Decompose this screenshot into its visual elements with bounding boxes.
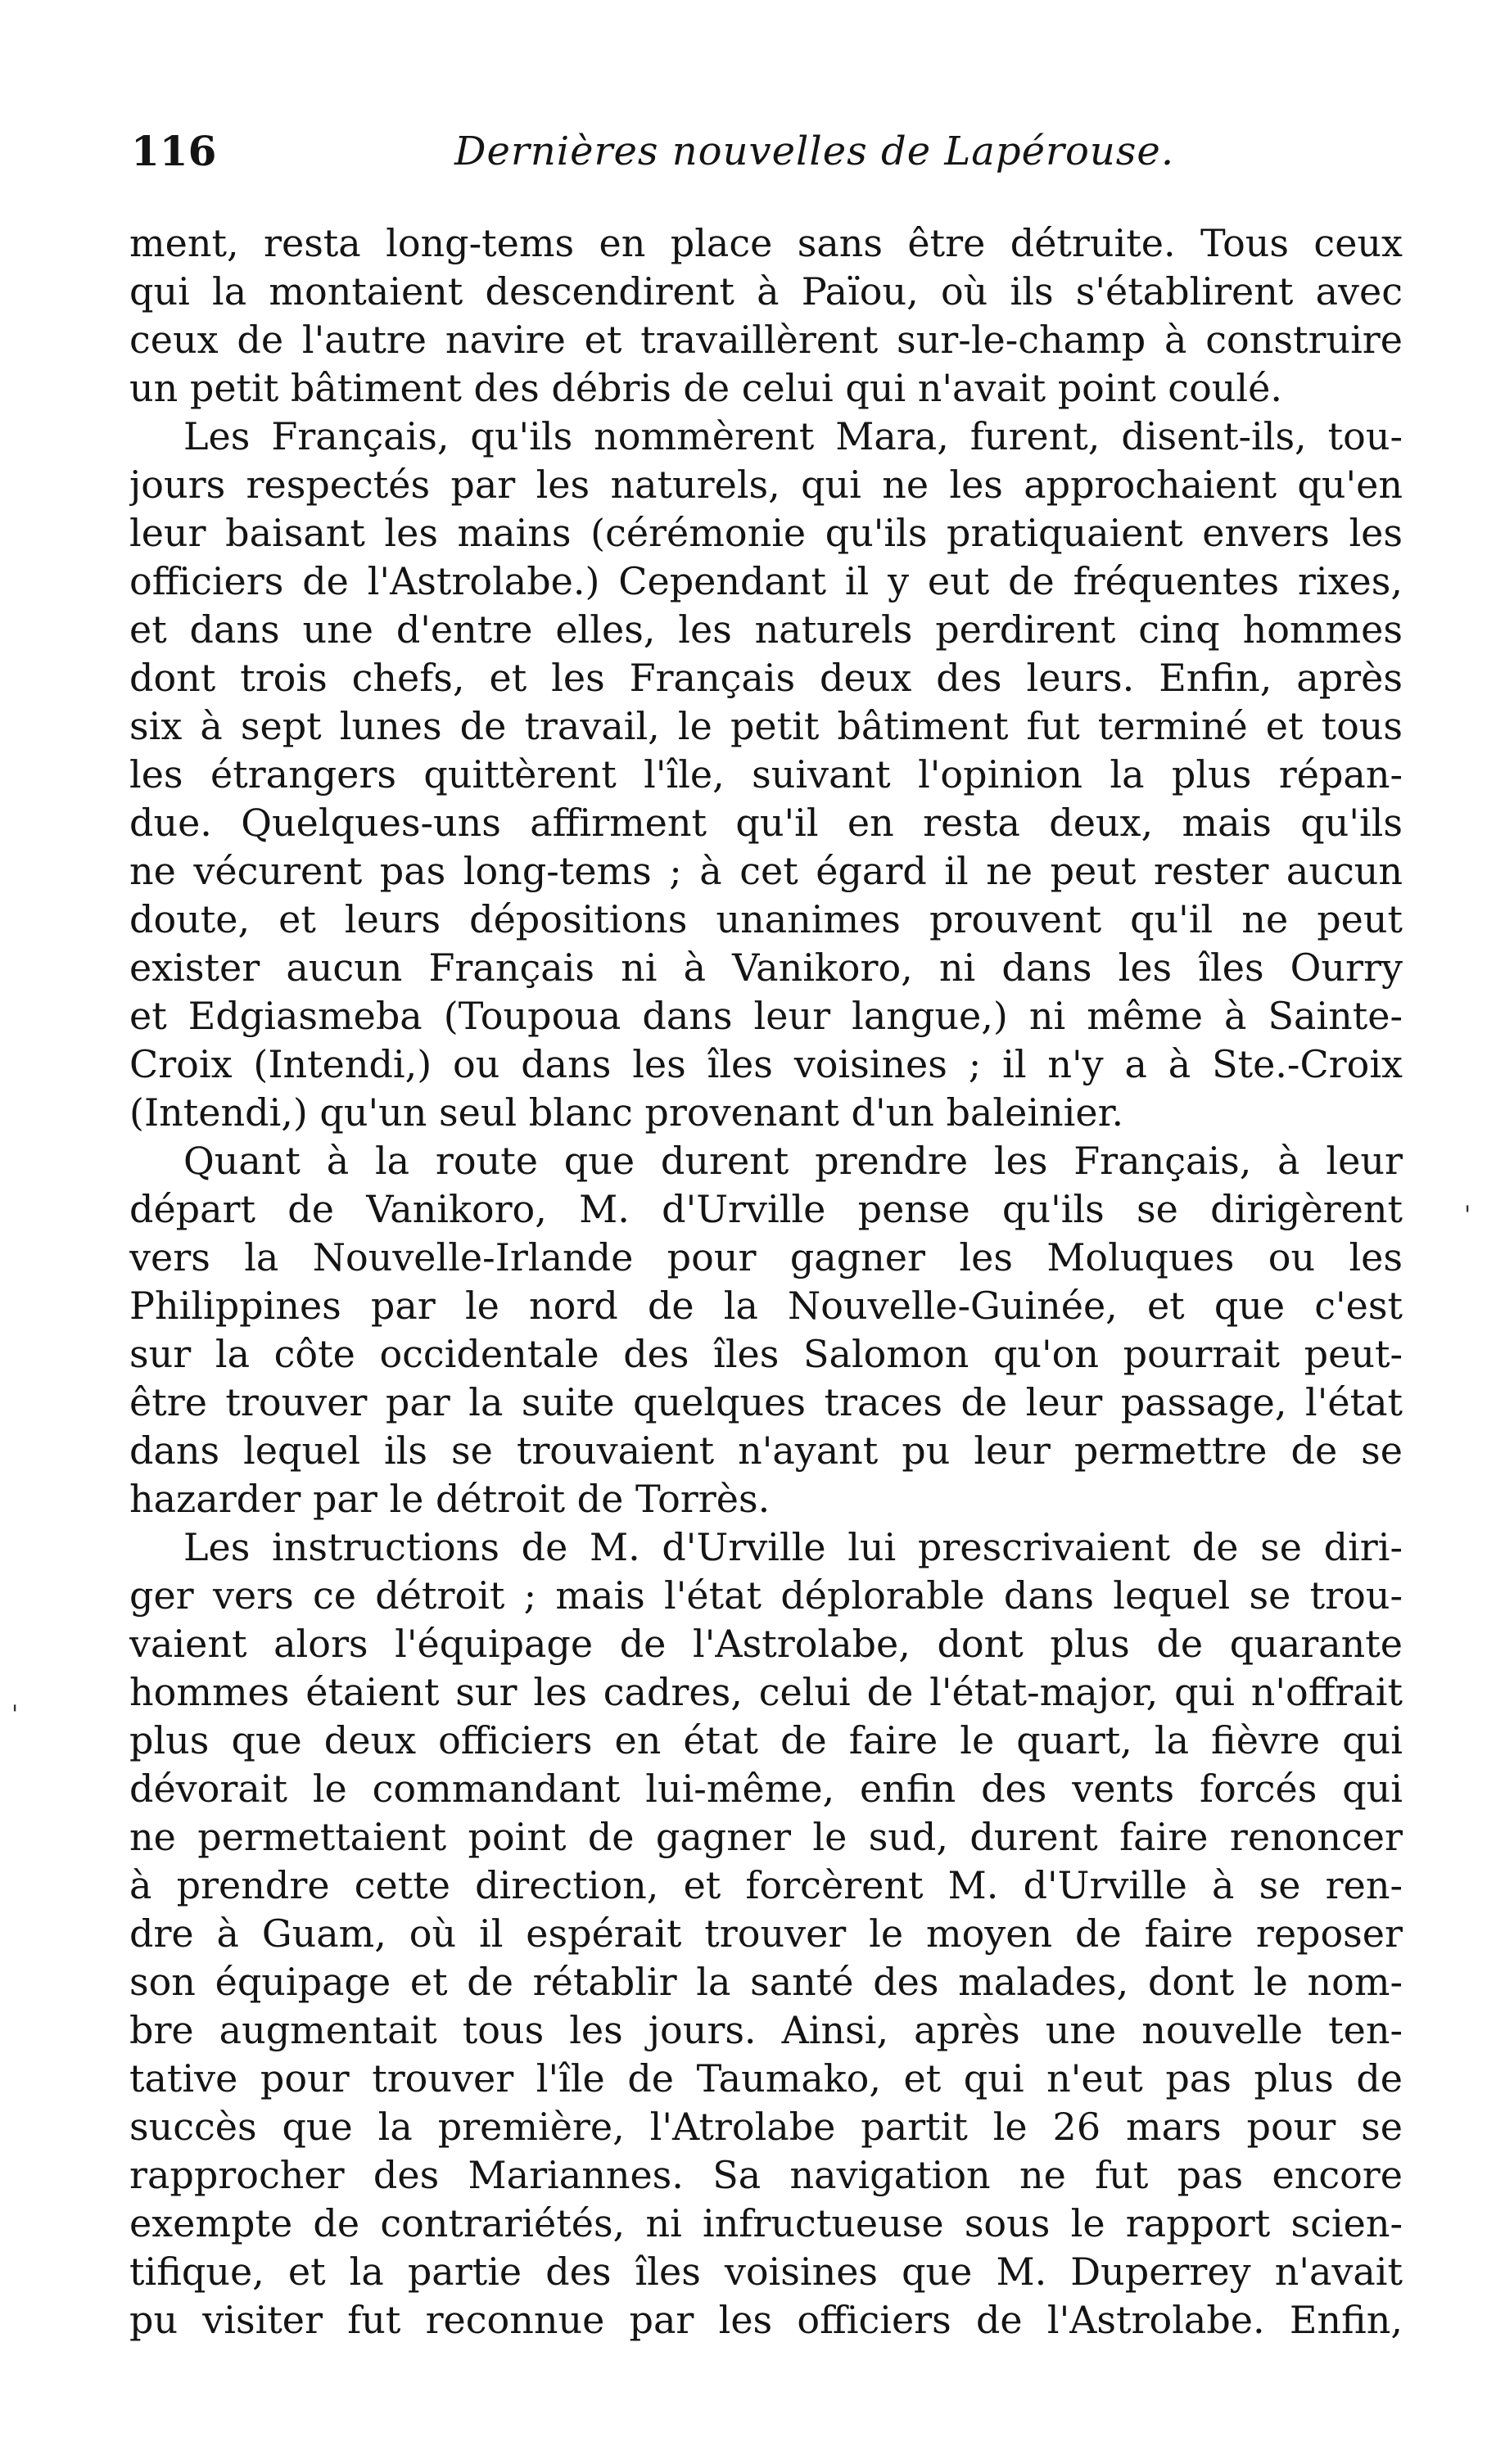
text-line: Les Français, qu'ils nommèrent Mara, furent, disent-ils, tou- <box>183 414 1403 458</box>
text-line: ne permettaient point de gagner le sud, durent faire renoncer <box>129 1815 1403 1859</box>
margin-mark-left: ' <box>11 1700 19 1729</box>
text-line: six à sept lunes de travail, le petit bâtiment fut terminé et tous <box>129 704 1403 748</box>
text-line: ment, resta long-tems en place sans être détruite. Tous ceux <box>129 221 1403 265</box>
text-line: succès que la première, l'Atrolabe partit le 26 mars pour se <box>129 2105 1403 2149</box>
text-line: vaient alors l'équipage de l'Astrolabe, dont plus de quarante <box>129 1622 1403 1666</box>
text-line: dre à Guam, où il espérait trouver le moyen de faire reposer <box>129 1911 1403 1956</box>
text-line: ceux de l'autre navire et travaillèrent sur-le-champ à construire <box>129 318 1403 362</box>
text-line: tifique, et la partie des îles voisines que M. Duperrey n'avait <box>129 2250 1403 2294</box>
text-line: hazarder par le détroit de Torrès. <box>129 1477 771 1521</box>
text-line: due. Quelques-uns affirment qu'il en resta deux, mais qu'ils <box>129 801 1403 845</box>
text-line: Philippines par le nord de la Nouvelle-Guinée, et que c'est <box>129 1284 1403 1328</box>
text-line: leur baisant les mains (cérémonie qu'ils pratiquaient envers les <box>129 511 1403 555</box>
text-line: Quant à la route que durent prendre les Français, à leur <box>183 1139 1403 1183</box>
text-line: et Edgiasmeba (Toupoua dans leur langue,) ni même à Sainte- <box>129 994 1403 1038</box>
text-line: un petit bâtiment des débris de celui qui n'avait point coulé. <box>129 366 1282 410</box>
text-line: plus que deux officiers en état de faire le quart, la fièvre qui <box>129 1718 1403 1762</box>
text-line: être trouver par la suite quelques traces de leur passage, l'état <box>129 1380 1403 1424</box>
running-title: Dernières nouvelles de Lapérouse. <box>454 129 1175 174</box>
body-text <box>129 219 1403 2344</box>
text-line: dévorait le commandant lui-même, enfin des vents forcés qui <box>129 1767 1403 1811</box>
text-line: dont trois chefs, et les Français deux des leurs. Enfin, après <box>129 656 1403 700</box>
text-line: rapprocher des Mariannes. Sa navigation ne fut pas encore <box>129 2153 1403 2197</box>
text-line: exempte de contrariétés, ni infructueuse sous le rapport scien- <box>129 2201 1403 2245</box>
text-line: Les instructions de M. d'Urville lui prescrivaient de se diri- <box>183 1525 1403 1569</box>
text-line: doute, et leurs dépositions unanimes prouvent qu'il ne peut <box>129 897 1403 941</box>
text-line: tative pour trouver l'île de Taumako, et qui n'eut pas plus de <box>129 2056 1403 2101</box>
text-line: exister aucun Français ni à Vanikoro, ni dans les îles Ourry <box>129 945 1403 990</box>
text-line: jours respectés par les naturels, qui ne les approchaient qu'en <box>129 463 1403 507</box>
text-line: départ de Vanikoro, M. d'Urville pense qu'ils se dirigèrent <box>129 1187 1403 1231</box>
text-line: ne vécurent pas long-tems ; à cet égard il ne peut rester aucun <box>129 849 1403 893</box>
text-line: son équipage et de rétablir la santé des malades, dont le nom- <box>129 1960 1403 2004</box>
text-line: les étrangers quittèrent l'île, suivant l'opinion la plus répan- <box>129 752 1403 797</box>
page-number: 116 <box>131 127 217 175</box>
text-line: sur la côte occidentale des îles Salomon qu'on pourrait peut- <box>129 1332 1403 1376</box>
text-line: dans lequel ils se trouvaient n'ayant pu leur permettre de se <box>129 1428 1403 1473</box>
paragraph-4 <box>129 1523 1403 2344</box>
text-line: bre augmentait tous les jours. Ainsi, après une nouvelle ten- <box>129 2008 1403 2052</box>
text-line: qui la montaient descendirent à Païou, où ils s'établirent avec <box>129 269 1403 314</box>
text-line: Croix (Intendi,) ou dans les îles voisines ; il n'y a à Ste.-Croix <box>129 1042 1403 1086</box>
margin-mark-right: ' <box>1464 1201 1471 1230</box>
text-line: hommes étaient sur les cadres, celui de l'état-major, qui n'offrait <box>129 1670 1403 1714</box>
text-line: et dans une d'entre elles, les naturels perdirent cinq hommes <box>129 607 1403 652</box>
text-line: (Intendi,) qu'un seul blanc provenant d'un baleinier. <box>129 1090 1124 1135</box>
text-line: vers la Nouvelle-Irlande pour gagner les Moluques ou les <box>129 1235 1403 1279</box>
paragraph-3 <box>129 1137 1403 1523</box>
paragraph-1 <box>129 219 1403 413</box>
running-head <box>131 123 1408 180</box>
text-line: officiers de l'Astrolabe.) Cependant il y eut de fréquentes rixes, <box>129 559 1403 603</box>
text-line: pu visiter fut reconnue par les officiers de l'Astrolabe. Enfin, <box>129 2298 1403 2342</box>
text-line: à prendre cette direction, et forcèrent M. d'Urville à se ren- <box>129 1863 1403 1907</box>
text-line: ger vers ce détroit ; mais l'état déplorable dans lequel se trou- <box>129 1573 1403 1618</box>
paragraph-2 <box>129 413 1403 1137</box>
